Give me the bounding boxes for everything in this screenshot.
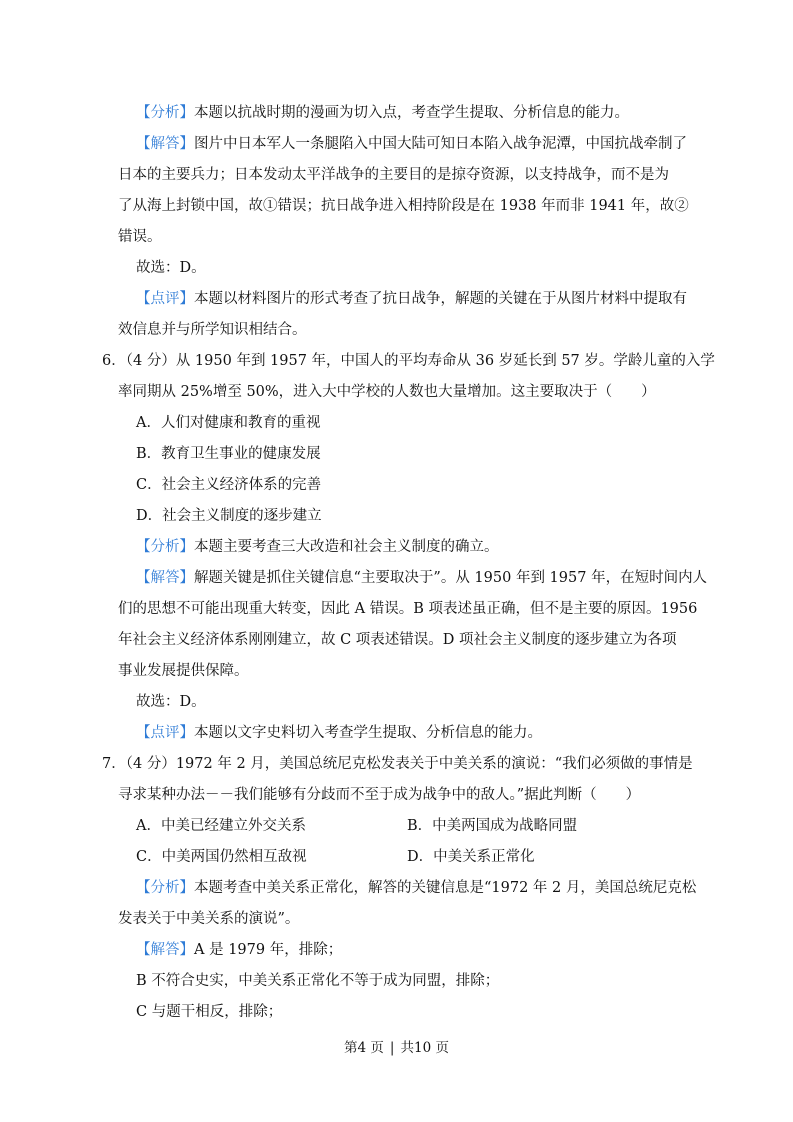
question-number: 6． xyxy=(102,353,126,369)
question-text: （4 分）从 1950 年到 1957 年，中国人的平均寿命从 36 岁延长到 57 岁。学龄儿童的入学 xyxy=(125,353,715,369)
answer-line: B 不符合史实，中美关系正常化不等于成为同盟，排除； xyxy=(136,973,500,989)
analysis-line: 发表关于中美关系的演说”。 xyxy=(118,911,300,927)
option-row xyxy=(118,842,678,873)
answer-tag: 【解答】 xyxy=(136,136,194,152)
comment-text: 本题以文字史料切入考查学生提取、分析信息的能力。 xyxy=(194,725,542,741)
analysis-line xyxy=(118,532,678,563)
option-d: D．中美关系正常化 xyxy=(407,849,535,865)
answer-text: 图片中日本军人一条腿陷入中国大陆可知日本陷入战争泥潭，中国抗战牵制了 xyxy=(194,136,687,152)
comment-line xyxy=(118,718,678,749)
answer-tag: 【解答】 xyxy=(136,942,194,958)
answer-tag: 【解答】 xyxy=(136,570,194,586)
question-6-stem: 率同期从 25%增至 50%，进入大中学校的人数也大量增加。这主要取决于（ ） xyxy=(118,384,656,400)
choice-line: 故选：D。 xyxy=(136,260,206,276)
answer-line: 事业发展提供保障。 xyxy=(118,663,249,679)
comment-line xyxy=(118,284,687,315)
option-d: D．社会主义制度的逐步建立 xyxy=(136,508,322,524)
analysis-line xyxy=(118,873,697,904)
option-row xyxy=(118,811,678,842)
choice-line: 故选：D。 xyxy=(136,694,206,710)
answer-line: C 与题干相反，排除； xyxy=(136,1004,283,1020)
option-c: C．社会主义经济体系的完善 xyxy=(136,477,322,493)
question-text: （4 分）1972 年 2 月，美国总统尼克松发表关于中美关系的演说：“我们必须做的事情是 xyxy=(125,756,693,772)
answer-line: 年社会主义经济体系刚刚建立，故 C 项表述错误。D 项社会主义制度的逐步建立为各项 xyxy=(118,632,677,648)
analysis-text: 本题以抗战时期的漫画为切入点，考查学生提取、分析信息的能力。 xyxy=(194,105,629,121)
option-a: A．中美已经建立外交关系 xyxy=(136,818,306,834)
page-footer xyxy=(0,1038,793,1058)
answer-text: A 是 1979 年，排除； xyxy=(194,942,343,958)
answer-text: 解题关键是抓住关键信息“主要取决于”。从 1950 年到 1957 年，在短时间内人 xyxy=(194,570,708,586)
answer-line: 错误。 xyxy=(118,229,162,245)
comment-text: 本题以材料图片的形式考查了抗日战争，解题的关键在于从图片材料中提取有 xyxy=(194,291,687,307)
answer-line: 们的思想不可能出现重大转变，因此 A 错误。B 项表述虽正确，但不是主要的原因。1956 xyxy=(118,601,698,617)
answer-line: 了从海上封锁中国，故①错误；抗日战争进入相持阶段是在 1938 年而非 1941 年，故② xyxy=(118,198,689,214)
footer-separator: | xyxy=(389,1040,395,1056)
page-number: 第4 页 xyxy=(344,1040,384,1056)
question-7-stem xyxy=(102,749,693,780)
option-b: B．中美两国成为战略同盟 xyxy=(407,818,578,834)
analysis-tag: 【分析】 xyxy=(136,105,194,121)
comment-line: 效信息并与所学知识相结合。 xyxy=(118,322,307,338)
page-total: 共10 页 xyxy=(400,1040,449,1056)
answer-line xyxy=(118,563,708,594)
analysis-tag: 【分析】 xyxy=(136,539,194,555)
option-c: C．中美两国仍然相互敌视 xyxy=(136,849,307,865)
option-b: B．教育卫生事业的健康发展 xyxy=(136,446,321,462)
answer-line xyxy=(118,935,678,966)
answer-line xyxy=(118,129,687,160)
question-number: 7． xyxy=(102,756,126,772)
analysis-text: 本题主要考查三大改造和社会主义制度的确立。 xyxy=(194,539,499,555)
question-7-stem: 寻求某种办法－－我们能够有分歧而不至于成为战争中的敌人。”据此判断（ ） xyxy=(118,787,641,803)
page-content xyxy=(102,98,715,1028)
option-a: A．人们对健康和教育的重视 xyxy=(136,415,321,431)
comment-tag: 【点评】 xyxy=(136,725,194,741)
answer-line: 日本的主要兵力；日本发动太平洋战争的主要目的是掠夺资源，以支持战争，而不是为 xyxy=(118,167,669,183)
analysis-text: 本题考查中美关系正常化，解答的关键信息是“1972 年 2 月，美国总统尼克松 xyxy=(194,880,697,896)
comment-tag: 【点评】 xyxy=(136,291,194,307)
analysis-line xyxy=(118,98,678,129)
question-6-stem xyxy=(102,346,715,377)
analysis-tag: 【分析】 xyxy=(136,880,194,896)
